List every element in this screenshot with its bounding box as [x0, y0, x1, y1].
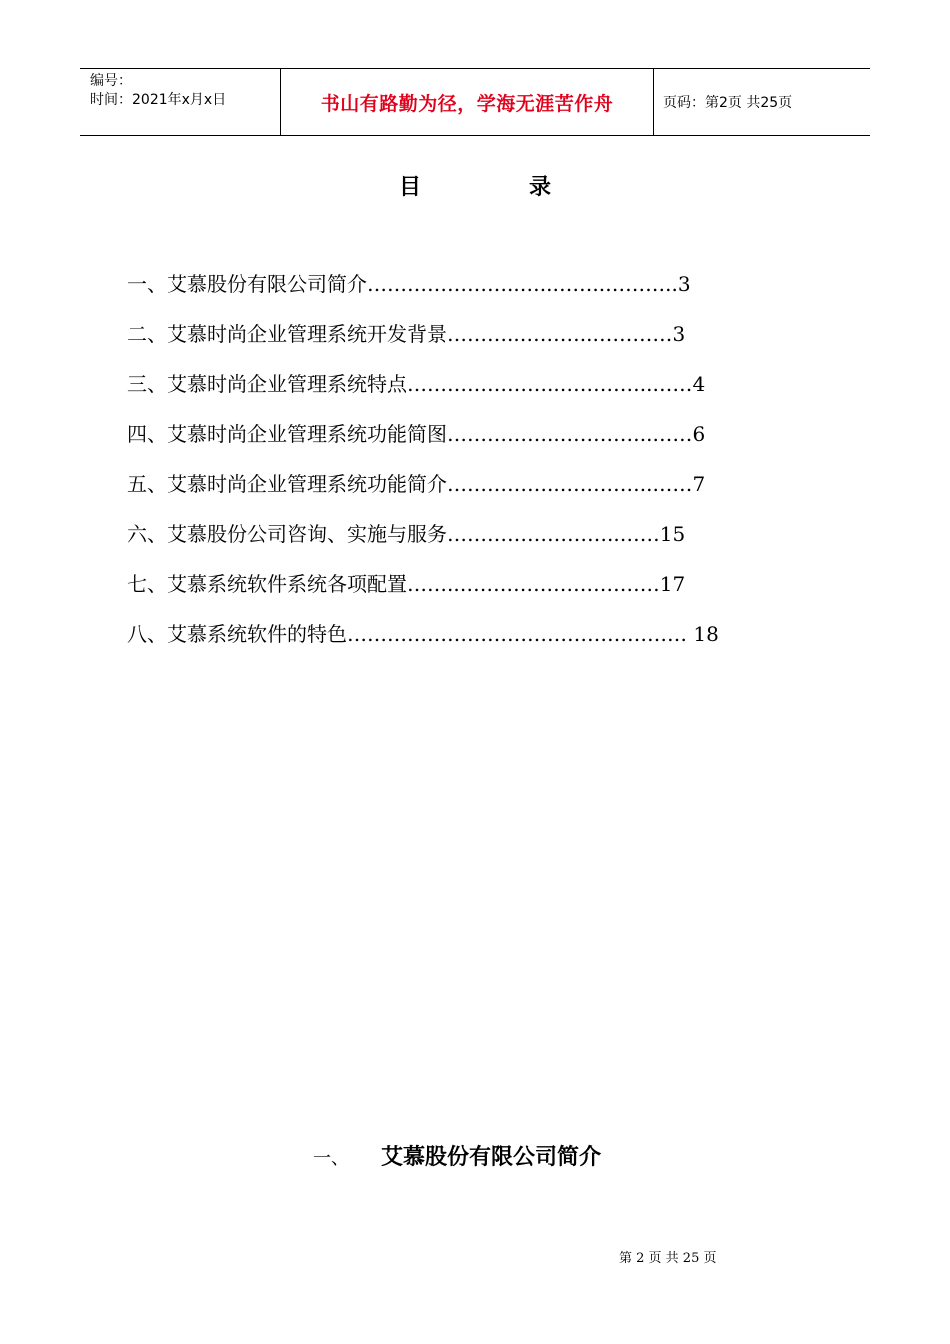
- toc-entry-page: 3: [672, 322, 686, 346]
- toc-title: [0, 170, 950, 201]
- toc-entry-leader: ……………………………………………: [347, 622, 694, 646]
- header-page-info: 页码：第2页 共25页: [663, 95, 793, 111]
- toc-entry-label: 一、艾慕股份有限公司简介: [127, 272, 367, 296]
- toc-entry-page: 4: [692, 372, 706, 396]
- toc-title-left: 目: [398, 175, 421, 200]
- toc-entry-leader: ……………..…………..……: [447, 422, 693, 446]
- toc-entry[interactable]: [127, 520, 827, 570]
- toc-entry[interactable]: [127, 470, 827, 520]
- toc-entry[interactable]: [127, 620, 827, 670]
- toc-entry-page: 7: [692, 472, 706, 496]
- toc-entry-label: 二、艾慕时尚企业管理系统开发背景: [127, 322, 447, 346]
- toc-entry-label: 八、艾慕系统软件的特色: [127, 622, 347, 646]
- section-heading: [313, 1140, 601, 1171]
- toc-entry-leader: …………………..…..……..………..: [367, 272, 678, 296]
- toc-entry-page: 17: [659, 572, 686, 596]
- header-page-cell: [654, 69, 870, 135]
- time-label: 时间：2021年x月x日: [90, 92, 227, 108]
- header-motto-cell: [281, 69, 654, 135]
- page-footer: 第 2 页 共 25 页: [619, 1251, 717, 1266]
- toc-entry-leader: ……………..…………..……: [447, 472, 693, 496]
- serial-number-label: 编号：: [90, 73, 132, 89]
- toc-entry[interactable]: [127, 420, 827, 470]
- toc-entry[interactable]: [127, 570, 827, 620]
- toc-entry[interactable]: [127, 320, 827, 370]
- toc-entry-page: 18: [693, 622, 719, 646]
- toc-entry-page: 15: [659, 522, 686, 546]
- toc-title-right: 录: [529, 175, 552, 200]
- toc-entry-page: 3: [677, 272, 691, 296]
- toc-entry-label: 七、艾慕系统软件系统各项配置: [127, 572, 407, 596]
- header-meta-cell: [80, 69, 281, 135]
- toc-entry-label: 四、艾慕时尚企业管理系统功能简图: [127, 422, 447, 446]
- toc-entry-label: 三、艾慕时尚企业管理系统特点: [127, 372, 407, 396]
- toc-entry-leader: ……..…………………………: [407, 572, 660, 596]
- table-of-contents: [127, 270, 827, 670]
- toc-entry[interactable]: [127, 370, 827, 420]
- motto-text: 书山有路勤为径，学海无涯苦作舟: [320, 92, 614, 115]
- toc-entry-label: 六、艾慕股份公司咨询、实施与服务: [127, 522, 447, 546]
- toc-entry-leader: ……………………..……: [447, 522, 660, 546]
- toc-entry-leader: ………..………..…………: [447, 322, 673, 346]
- section-number: 一、: [313, 1148, 349, 1169]
- section-title: 艾慕股份有限公司简介: [381, 1145, 602, 1170]
- document-header: [80, 68, 870, 136]
- toc-entry-label: 五、艾慕时尚企业管理系统功能简介: [127, 472, 447, 496]
- toc-entry-leader: …………………..…………..……: [407, 372, 693, 396]
- toc-entry[interactable]: [127, 270, 827, 320]
- toc-entry-page: 6: [692, 422, 706, 446]
